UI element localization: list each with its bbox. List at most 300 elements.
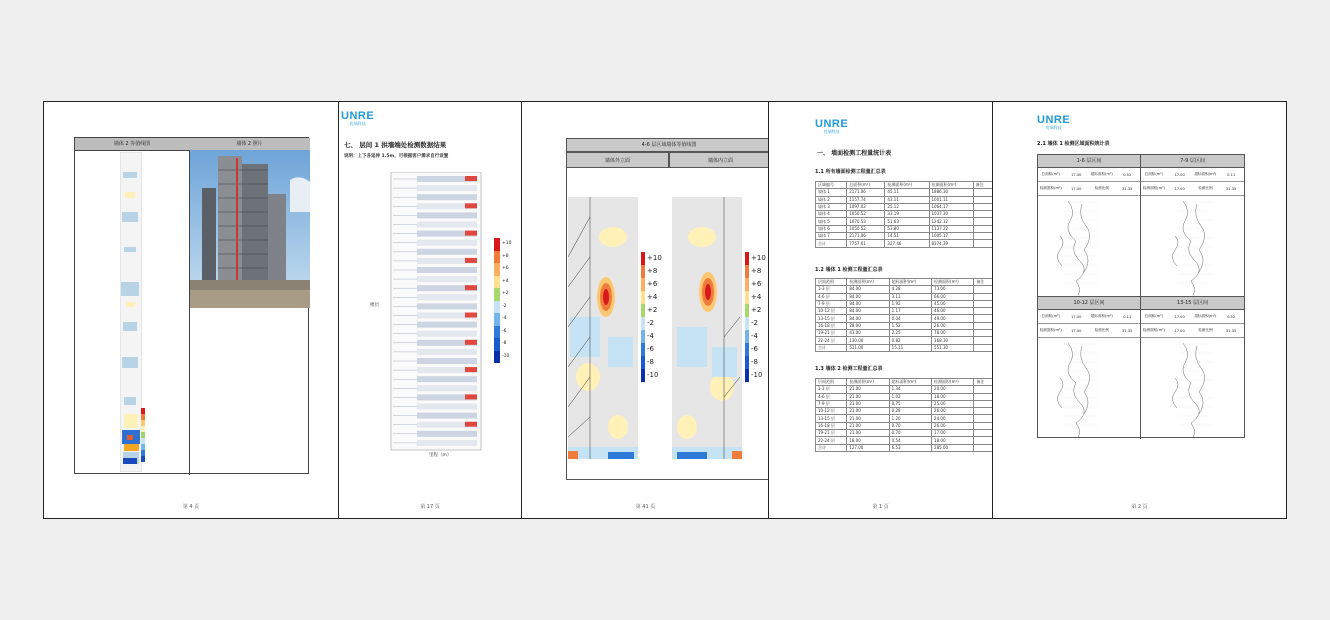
table-cell: 1.52 (889, 322, 931, 329)
table-cell: 4-6 层 (816, 293, 847, 300)
legend-swatch (494, 251, 500, 264)
legend-entry (745, 291, 766, 304)
legend-swatch (494, 238, 500, 251)
unre-logo: UNRE 优瑞科技 (341, 110, 375, 126)
table-row (816, 422, 993, 429)
panel-stat: 检测比例 (1094, 186, 1109, 190)
legend-entry (641, 278, 662, 291)
document-page-1[interactable] (43, 101, 339, 519)
table-cell: 16-18 层 (816, 322, 847, 329)
legend-entry (745, 343, 766, 356)
table-row (816, 415, 993, 422)
table-cell: 14.51 (885, 233, 929, 240)
panel-stat: 31.35 (1225, 186, 1237, 191)
table-cell: 285.00 (932, 444, 974, 451)
floor-strip (417, 267, 477, 273)
table-cell: 1070.53 (847, 218, 885, 225)
table-cell: 33.19 (885, 211, 929, 218)
table-cell: 84.00 (847, 300, 889, 307)
table-header-cell: 检测面积(m²) (932, 379, 974, 386)
table-cell: 84.00 (847, 293, 889, 300)
table-cell (974, 315, 993, 322)
panel-header: 10-12 层区间 (1038, 297, 1140, 310)
table-cell (974, 393, 993, 400)
panel-stat: 0.52 (1123, 172, 1132, 177)
panel-header: 7-9 层区间 (1141, 155, 1244, 168)
table-cell: 1157.74 (847, 196, 885, 203)
table-row (816, 408, 993, 415)
legend-entry (745, 330, 766, 343)
building-photo (190, 150, 310, 308)
table-cell: 墙体 3 (816, 203, 847, 210)
table-row (816, 300, 993, 307)
panel-stat-row (1141, 168, 1244, 182)
table-cell: 26.00 (932, 322, 974, 329)
floor-strip (417, 349, 477, 355)
table-cell: 1.02 (889, 393, 931, 400)
panel-stat: 17.00 (1174, 314, 1185, 319)
contour-legend (141, 408, 151, 468)
table-cell: 21.00 (847, 422, 889, 429)
legend-entry (641, 252, 662, 265)
panel-stat: 17.00 (1174, 172, 1185, 177)
table-header-row (816, 279, 993, 286)
table-row (816, 386, 993, 393)
table-row (816, 203, 993, 210)
table-cell: 130.00 (847, 337, 889, 344)
table-cell: 0.28 (889, 408, 931, 415)
table-row (816, 240, 993, 247)
table-row (816, 308, 993, 315)
legend-outer (641, 252, 662, 382)
note-text: 说明：上下各延伸 1.5m，可根据客户需求自行设置 (344, 154, 449, 159)
legend-label: -10 (502, 353, 510, 359)
table-cell: 4.28 (889, 286, 931, 293)
table-cell: 15.11 (889, 344, 931, 351)
table-row (816, 330, 993, 337)
legend-entry (745, 369, 766, 382)
exceed-marker (465, 367, 477, 372)
legend-entry (641, 369, 662, 382)
table-header-row (816, 379, 993, 386)
table-cell: 1064.17 (929, 203, 973, 210)
wall-table (74, 137, 309, 474)
table-cell (974, 344, 993, 351)
table-cell: 21.00 (847, 400, 889, 407)
table-header-cell: 备注 (974, 279, 993, 286)
panel-stat: 31.35 (1122, 186, 1133, 191)
legend-swatch (494, 301, 500, 314)
table-header-cell: 超标面积(m²) (889, 279, 931, 286)
legend-label: -4 (647, 332, 654, 340)
panel-stat-row (1038, 182, 1140, 196)
legend-label: -2 (647, 319, 654, 327)
floor-strip (417, 331, 477, 337)
table-cell: 551.30 (932, 344, 974, 351)
panel-stat: 检测比例 (1198, 186, 1213, 190)
table-3 (815, 378, 993, 452)
legend-swatch (745, 369, 749, 382)
table-cell: 1001.11 (929, 196, 973, 203)
table-header-cell: 层间范围 (816, 379, 847, 386)
exceed-marker (465, 203, 477, 208)
page-number: 第 41 页 (635, 504, 656, 510)
unre-logo: UNRE 优瑞科技 (815, 118, 849, 134)
table-cell: 4-6 层 (816, 393, 847, 400)
panel-stat: 总面积(m²) (1041, 314, 1061, 318)
exceed-marker (465, 258, 477, 263)
panel-stat: 检测面积(m²) (1142, 328, 1165, 332)
legend-swatch (494, 338, 500, 351)
col2-header: 墙体 2 照片 (189, 138, 310, 151)
legend-label: -10 (751, 371, 763, 379)
document-page-2[interactable] (338, 101, 522, 519)
floor-strip (417, 431, 477, 437)
panel-stat: 31.35 (1225, 328, 1237, 333)
table-cell: 21.00 (847, 386, 889, 393)
table-cell: 18.00 (932, 393, 974, 400)
y-axis-label: 楼层 (370, 303, 379, 308)
legend-entry (494, 238, 512, 251)
floor-strip (417, 294, 477, 300)
table-cell: 19-21 层 (816, 430, 847, 437)
page-number: 第 1 页 (872, 504, 889, 510)
table-cell: 21.00 (847, 393, 889, 400)
legend-label: +6 (647, 280, 658, 288)
exceed-marker (465, 394, 477, 399)
area-panel (1141, 155, 1244, 297)
table-cell: 53.80 (885, 225, 929, 232)
legend-swatch (494, 326, 500, 339)
table-row (816, 393, 993, 400)
floor-strip (417, 194, 477, 200)
table-row (816, 211, 993, 218)
floor-strip (417, 303, 477, 309)
table-row (816, 218, 993, 225)
panel-stat-row (1038, 324, 1140, 338)
table-row (816, 344, 993, 351)
legend-label: -8 (502, 341, 507, 346)
floor-strip (417, 385, 477, 391)
table-cell: 22-24 层 (816, 437, 847, 444)
table-header-cell: 区域编号 (816, 182, 847, 189)
table-header-cell: 备注 (974, 379, 993, 386)
table-cell: 26.00 (932, 422, 974, 429)
panel-header: 13-15 层区间 (1141, 297, 1244, 310)
table-cell: 18.00 (847, 437, 889, 444)
floor-strip (417, 222, 477, 228)
panel-stat: 17.00 (1071, 186, 1082, 191)
panel-stat: 31.35 (1122, 328, 1133, 333)
table-cell: 84.00 (847, 315, 889, 322)
table-cell: 1097.02 (847, 203, 885, 210)
table-cell: 1050.52 (847, 211, 885, 218)
table-cell (974, 322, 993, 329)
legend-swatch (745, 304, 749, 317)
section-title: 七、 层间 1 拱墙端处检测数据结果 (344, 141, 447, 149)
legend-swatch (641, 304, 645, 317)
panel-contour-sketch (1038, 196, 1141, 298)
table-header-cell: 超标面积(m²) (889, 379, 931, 386)
legend-entry (641, 265, 662, 278)
contour-map-inner (672, 197, 742, 459)
table-cell: 墙体 5 (816, 218, 847, 225)
table-cell: 24.00 (932, 415, 974, 422)
col1-header: 墙体 2 等值线图 (75, 138, 190, 151)
table-cell: 168.30 (932, 337, 974, 344)
table-cell: 1.20 (889, 415, 931, 422)
table-cell (974, 330, 993, 337)
contour-line (1172, 201, 1204, 295)
table-cell (973, 225, 992, 232)
table-row (816, 196, 993, 203)
legend-swatch (745, 265, 749, 278)
table-row (816, 337, 993, 344)
panel-stat-row (1038, 310, 1140, 324)
legend-swatch (641, 265, 645, 278)
legend-label: -6 (647, 345, 654, 353)
panel-stat: 17.00 (1174, 328, 1185, 333)
detection-chart (387, 172, 487, 519)
unre-logo: UNRE 优瑞科技 (1037, 114, 1071, 130)
table-cell (974, 386, 993, 393)
legend-entry (641, 343, 662, 356)
legend-swatch (641, 317, 645, 330)
legend-entry (494, 251, 512, 264)
panel-stat: 检测面积(m²) (1039, 328, 1062, 332)
legend-label: -6 (502, 328, 507, 334)
floor-strip (417, 212, 477, 218)
table-cell (973, 211, 992, 218)
area-panels (1037, 154, 1245, 438)
legend-swatch (641, 252, 645, 265)
legend-label: +4 (502, 278, 509, 284)
panel-stat: 超标面积(m²) (1194, 314, 1217, 318)
table-cell: 2.25 (889, 330, 931, 337)
table-cell: 7757.61 (847, 240, 885, 247)
table-cell: 2171.06 (847, 233, 885, 240)
table-cell: 2171.06 (847, 189, 885, 196)
panel-stat: 检测面积(m²) (1142, 186, 1165, 190)
legend-label: +2 (502, 291, 509, 296)
panel-stat-row (1141, 310, 1244, 324)
table-cell (973, 189, 992, 196)
legend-swatch (494, 263, 500, 276)
table-cell: 1.34 (889, 386, 931, 393)
legend-entry (745, 317, 766, 330)
table-cell: 1037.30 (929, 211, 973, 218)
panel-stat: 17.00 (1071, 314, 1082, 319)
legend-swatch (641, 291, 645, 304)
table-cell (974, 437, 993, 444)
table-header-cell: 总面积(m²) (847, 182, 885, 189)
table-row (816, 293, 993, 300)
table-cell: 66.00 (932, 293, 974, 300)
document-page-3[interactable] (521, 101, 770, 519)
table-cell: 墙体 7 (816, 233, 847, 240)
table-cell: 21.00 (847, 430, 889, 437)
legend-entry (494, 301, 512, 314)
legend-label: -6 (751, 345, 758, 353)
table-cell: 0.75 (889, 400, 931, 407)
section-title: 一、 墙面检测工程量统计表 (817, 150, 892, 157)
legend-label: +2 (647, 306, 658, 314)
exceed-marker (465, 340, 477, 345)
table-cell (974, 408, 993, 415)
table-cell (974, 293, 993, 300)
table-row (816, 430, 993, 437)
table-cell: 13-15 层 (816, 415, 847, 422)
legend-label: -2 (751, 319, 758, 327)
table-cell: 45.11 (885, 189, 929, 196)
table-cell: 16-18 层 (816, 422, 847, 429)
panel-stat: 0.52 (1227, 314, 1236, 319)
legend-label: -4 (751, 332, 758, 340)
table-cell: 22-24 层 (816, 337, 847, 344)
section-title: 2.1 墙体 1 检测区域面积统计表 (1037, 141, 1110, 147)
table-row (816, 400, 993, 407)
legend-label: +6 (751, 280, 762, 288)
panel-stat-row (1038, 168, 1140, 182)
table-row (816, 225, 993, 232)
legend-entry (745, 278, 766, 291)
col-outer: 墙体外立面 (566, 152, 669, 168)
legend-swatch (745, 278, 749, 291)
legend-swatch (745, 356, 749, 369)
table-cell: 43.11 (885, 196, 929, 203)
legend-swatch (494, 276, 500, 289)
table-header-cell: 备注 (973, 182, 992, 189)
table-cell (974, 308, 993, 315)
legend-label: -4 (502, 316, 507, 321)
table-cell: 10-12 层 (816, 408, 847, 415)
table-cell: 327.46 (885, 240, 929, 247)
legend-entry (745, 252, 766, 265)
table-cell: 墙体 1 (816, 189, 847, 196)
legend-entry (745, 265, 766, 278)
legend-entry (641, 330, 662, 343)
table3-title: 1.3 墙体 2 检测工程量汇总表 (815, 366, 883, 372)
col-inner: 墙体内立面 (669, 152, 770, 168)
legend-entry (494, 288, 512, 301)
legend-label: -2 (502, 303, 507, 309)
table-cell: 25.12 (885, 203, 929, 210)
table-cell: 合计 (816, 240, 847, 247)
table-header-cell: 层间范围 (816, 279, 847, 286)
floor-strip (417, 185, 477, 191)
exceed-marker (465, 313, 477, 318)
table-cell: 20.00 (932, 386, 974, 393)
table-row (816, 444, 993, 451)
table-cell: 21.00 (847, 408, 889, 415)
legend-entry (745, 356, 766, 369)
table-cell: 1886.30 (929, 189, 973, 196)
table-cell: 1242.12 (929, 218, 973, 225)
table-cell (973, 233, 992, 240)
panel-contour-sketch (1141, 338, 1244, 440)
legend-swatch (745, 252, 749, 265)
legend-entry (745, 304, 766, 317)
x-axis-label: 里程（m） (429, 453, 452, 458)
table-cell (974, 400, 993, 407)
floor-strip (417, 322, 477, 328)
legend-swatch (745, 291, 749, 304)
panel-stat-row (1141, 182, 1244, 196)
document-page-4[interactable] (768, 101, 993, 519)
floor-strip (417, 404, 477, 410)
panel-stat: 检测比例 (1198, 328, 1213, 332)
table-cell (973, 218, 992, 225)
legend-label: +10 (751, 254, 766, 262)
contour-line (1172, 343, 1204, 437)
floor-strip (417, 249, 477, 255)
legend-inner (745, 252, 766, 382)
exceed-marker (465, 422, 477, 427)
table-cell: 7-9 层 (816, 400, 847, 407)
exceed-marker (465, 285, 477, 290)
table-cell: 84.00 (847, 308, 889, 315)
table-cell: 合计 (816, 344, 847, 351)
floor-strip (417, 376, 477, 382)
table-cell: 0.70 (889, 422, 931, 429)
table-row (816, 286, 993, 293)
table-cell: 1-3 层 (816, 286, 847, 293)
table-cell (974, 286, 993, 293)
table-cell (974, 415, 993, 422)
floor-strip (417, 358, 477, 364)
table-cell: 18.00 (932, 437, 974, 444)
legend-label: +10 (502, 241, 512, 246)
legend-entry (641, 317, 662, 330)
figure-title: 4-6 层区域墙体等值线图 (566, 138, 770, 152)
panel-stat: 超标面积(m²) (1090, 172, 1113, 176)
contour-map-outer (568, 197, 638, 459)
legend-swatch (641, 369, 645, 382)
legend-swatch (494, 313, 500, 326)
legend-label: +8 (647, 267, 658, 275)
table-cell: 51.63 (885, 218, 929, 225)
contour-line (1057, 343, 1089, 437)
panel-contour-sketch (1038, 338, 1141, 440)
contour-line (1057, 201, 1089, 295)
table-cell: 1-3 层 (816, 386, 847, 393)
legend-entry (494, 326, 512, 339)
area-panel (1038, 155, 1141, 297)
table-cell: 28.00 (847, 322, 889, 329)
floor-strip (417, 240, 477, 246)
exceed-marker (465, 176, 477, 181)
legend-swatch (641, 278, 645, 291)
table-row (816, 233, 993, 240)
document-page-5[interactable] (992, 101, 1287, 519)
floor-strip (417, 276, 477, 282)
contour-strip (120, 152, 142, 472)
page-number: 第 17 页 (420, 504, 440, 510)
panel-header: 1-6 层区间 (1038, 155, 1140, 168)
panel-stat: 超标面积(m²) (1090, 314, 1113, 318)
legend-label: +8 (502, 253, 509, 259)
table-cell: 46.00 (932, 308, 974, 315)
table-cell: 0.70 (889, 430, 931, 437)
legend-label: +6 (502, 266, 509, 271)
panel-stat: 超标面积(m²) (1194, 172, 1217, 176)
panel-stat: 总面积(m²) (1144, 314, 1164, 318)
table-2 (815, 278, 993, 352)
table-cell: 78.00 (932, 330, 974, 337)
table-header-cell: 检测面积(m²) (847, 379, 889, 386)
table-cell: 0.82 (889, 337, 931, 344)
table-row (816, 189, 993, 196)
